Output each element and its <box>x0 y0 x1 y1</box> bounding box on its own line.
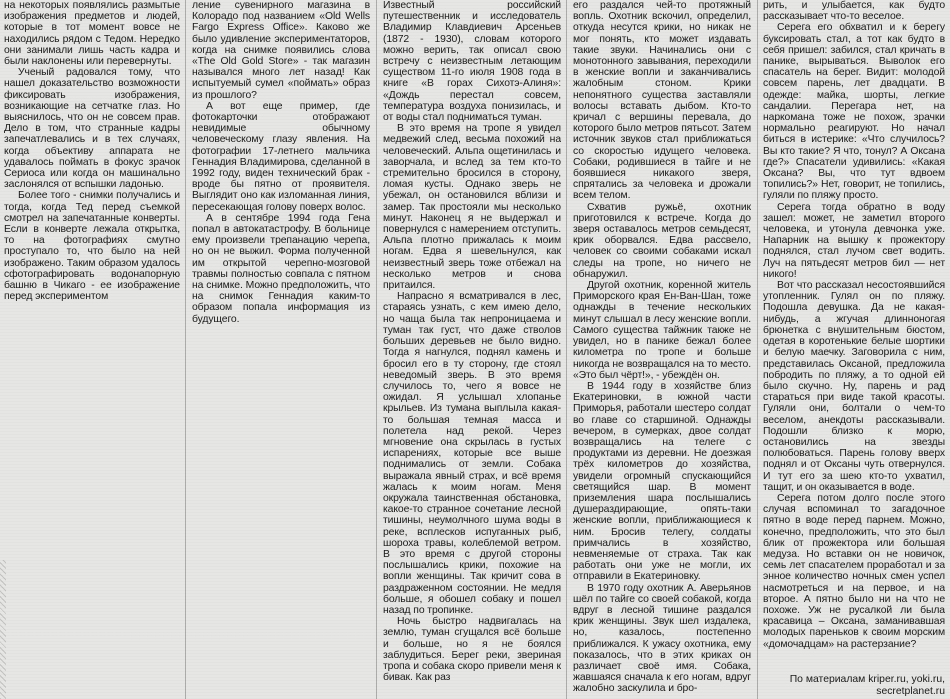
article-paragraph: Ночь быстро надвигалась на землю, туман сгущался всё больше и больше, но я не боялся заблудиться. Берег реки, звериная тропа и собака скоро привели меня к бивак. Как раз <box>383 616 561 684</box>
article-paragraph: А в сентябре 1994 года Гена попал в автокатастрофу. В больнице ему произвели трепанацию черепа, но он не выжил. Форма полученной им открытой черепно-мозговой травмы полностью совпала с пятном на снимке. Можно предположить, что на снимок Геннадия каким-то образом попала информация из будущего. <box>192 212 370 325</box>
article-paragraph: рить, и улыбается, как будто рассказывает что-то веселое. <box>763 0 945 23</box>
article-paragraph: Известный российский путешественник и исследователь Владимир Клавдиевич Арсеньев (1872 - 1930), словам которого можно верить, так описал свою встречу с неизвестным летающим существом 11-го июля 1908 года в книге «В горах Сихотэ-Алиня»: «Дождь перестал совсем, температура воздуха понизилась, и от воды стал подниматься туман. <box>383 0 561 124</box>
article-paragraph: В это время на тропе я увидел медвежий след, весьма похожий на человеческий. Альпа ощетинилась и заворчала, и вслед за тем кто-то стремительно бросился в сторону, ломая кусты. Однако зверь не убежал, он остановился вблизи и замер. Так простояли мы несколько минут. Наконец я не выдержал и повернулся с намерением отступить. Альпа плотно прижалась к моим ногам. Едва я шевельнулся, как неизвестный зверь тоже отбежал на несколько метров и снова притаился. <box>383 123 561 292</box>
article-paragraph: В 1970 году охотник А. Аверьянов шёл по тайге со своей собакой, когда вдруг в лесной тишине раздался крик женщины. Звук шел издалека, но, казалось, постепенно приближался. К ужасу охотника, ему показалось, что в этих криках он различает своё имя. Собака, жавшаяся сначала к его ногам, вдруг жалобно заскулила и бро- <box>573 582 751 695</box>
column-divider <box>566 0 567 699</box>
column-2 <box>192 0 370 699</box>
article-paragraph: Ученый радовался тому, что нашел доказательство возможности фиксировать изображения, возникающие на сетчатке глаз. Но выяснилось, что он не совсем прав. Дело в том, что странные кадры запечатлевались и в тех случаях, когда объективу аппарата не удавалось поймать в фокус зрачок Сериоса или когда он машинально заслонялся от вспышки ладонью. <box>4 67 180 191</box>
article-paragraph: Напрасно я всматривался в лес, стараясь узнать, с кем имею дело, но чаща была так непроницаема и туман так густ, что даже стволов больших деревьев не было видно. Тогда я нагнулся, поднял камень и бросил его в ту сторону, где стоял неведомый зверь. В это время случилось то, чего я вовсе не ожидал. Я услышал хлопанье крыльев. Из тумана выплыла какая-то большая темная масса и полетела над рекой. Через мгновение она скрылась в густых испарениях, которые все выше поднимались от земли. Собака выражала явный страх, и всё время жалась к моим ногам. Меня окружала таинственная обстановка, какое-то странное сочетание лесной тишины, неумолчного шума воды в реке, всплесков испуганных рыб, шороха травы, колеблемой ветром. В это время с другой стороны послышались крики, похожие на вопли женщины. Так кричит сова в раздраженном состоянии. Не медля больше, я обошел собаку и пошел назад по тропинке. <box>383 291 561 616</box>
column-divider <box>185 0 186 699</box>
column-divider <box>376 0 377 699</box>
article-paragraph: Схватив ружьё, охотник приготовился к встрече. Когда до зверя оставалось метров семьдесят, крик оборвался. Едва рассвело, человек со своими собаками искал следы на тропе, но ничего не обнаружил. <box>573 201 751 280</box>
column-5 <box>763 0 945 699</box>
article-paragraph: его раздался чей-то протяжный вопль. Охотник вскочил, определил, откуда несутся крики, но никак не мог понять, кто может издавать такие звуки. Начинались они с монотонного завывания, переходили в женские вопли и заканчивались жалобным стоном. Крики непонятного существа заставляли волосы вставать дыбом. Кто-то кричал с вершины перевала, до которого было метров пятьсот. Затем источник звуков стал приближаться со скоростью идущего человека. Собаки, родившиеся в тайге и не боявшиеся никакого зверя, спрятались за человека и дрожали всем телом. <box>573 0 751 202</box>
article-paragraph: Серега его обхватил и к берегу буксировать стал, а тот как будто в себя пришел: забился, стал кричать в панике, вырываться. Выволок его спасатель на берег. Видит: молодой совсем парень, лет двадцати. В одежде: майка, шорты, легкие сандалии. Перегара нет, на наркомана тоже не похож, зрачки нормально реагируют. Но начал биться в истерике: «Что случилось? Вы кто такие? Я что, тонул? А Оксана где?» Спасатели удивились: «Какая Оксана? Вы, что тут вдвоем топились?» Нет, говорит, не топились, гуляли по пляжу просто. <box>763 22 945 202</box>
article-paragraph: ление сувенирного магазина в Колорадо под названием «Old Wells Fargo Express Office». Каково же было удивление экспериментаторов, когда на снимке появились слова «The Old Gold Store» - так магазин назывался много лет назад! Как испытуемый сумел «поймать» образ из прошлого? <box>192 0 370 101</box>
article-paragraph: Серега потом долго после этого случая вспоминал то загадочное пятно в воде перед парнем. Можно, конечно, предположить, что это был блик от прожектора или большая медуза. Но вставки он не новичок, семь лет спасателем проработал и за энное количество ночных смен успел насмотреться и на первое, и на второе. А пятно было ни на что не похоже. Уж не русалкой ли была красавица – Оксана, заманивавшая молодых пареньков к своим морским «домочадцам» на растерзание? <box>763 492 945 650</box>
column-3 <box>383 0 561 699</box>
article-paragraph: на некоторых появлялись размытые изображения предметов и людей, которые в тот момент вовсе не находились рядом с Тедом. Нередко они занимали лишь часть кадра и были наклонены или перевернуты. <box>4 0 180 68</box>
source-line: secretplanet.ru <box>876 685 945 697</box>
source-line: По материалам kriper.ru, yoki.ru, <box>789 674 945 685</box>
column-4 <box>573 0 751 699</box>
article-paragraph: Более того - снимки получались и тогда, когда Тед перед съемкой смотрел на запечатанные конверты. Если в конверте лежала открытка, то на фотографиях смутно проступало то, что было на ней изображено. Таким образом удалось сфотографировать водонапорную башню в Чикаго - ее изображение перед экспериментом <box>4 190 180 303</box>
source-attribution <box>763 674 945 697</box>
article-paragraph: Вот что рассказал несостоявшийся утопленник. Гулял он по пляжу. Подошла девушка. Да не какая-нибудь, а жгучая длинноногая брюнетка с внушительным бюстом, одетая в коротенькие белые шортики и белую маечку. Заговорила с ним, представилась Оксаной, предложила побродить по пляжу, а то одной ей было скучно. Ну, парень и рад стараться при виде такой красоты. Гуляли они, болтали о чем-то веселом, анекдоты рассказывали. Подошли близко к морю, остановились на звезды полюбоваться. Парень голову вверх поднял и от Оксаны чуть отвернулся. И тут его за шею кто-то ухватил, тащит, и он оказывается в воде. <box>763 280 945 493</box>
article-paragraph: А вот еще пример, где фотокарточки отображают невидимые обычному человеческому глазу явления. На фотографии 17-летнего мальчика Геннадия Владимирова, сделанной в 1992 году, виден технический брак - вроде бы пятно от проявителя. Выглядит оно как изломанная линия, пересекающая голову поверх волос. <box>192 100 370 213</box>
column-1 <box>4 0 180 699</box>
article-paragraph: Серега тогда обратно в воду зашел: может, не заметил второго человека, и утонула девчонка уже. Напарник на вышку к прожектору поднялся, стал лучом свет водить. Луч на пятьдесят метров бил — нет никого! <box>763 201 945 280</box>
column-divider <box>757 0 758 699</box>
article-paragraph: В 1944 году в хозяйстве близ Екатериновки, в южной части Приморья, работали шестеро солдат во главе со старшиной. Однажды вечером, в сумерках, двое солдат возвращались на телеге с продуктами из деревни. Не доезжая трёх километров до хозяйства, увидели огромный спускающийся светящийся шар. В момент приземления шара послышались душераздирающие, опять-таки женские вопли, приближающиеся к ним. Бросив телегу, солдаты примчались в хозяйство, невменяемые от страха. Так как работать они уже не могли, их отправили в Екатериновку. <box>573 380 751 583</box>
article-paragraph: Другой охотник, коренной житель Приморского края Ен-Ван-Шан, тоже однажды в течение нескольких минут слышал в лесу женские вопли. Самого существа тайжник также не увидел, но в панике бежал более километра по тропе и больше никогда не возвращался на то место. «Это был чёрт!», - убеждён он. <box>573 280 751 381</box>
